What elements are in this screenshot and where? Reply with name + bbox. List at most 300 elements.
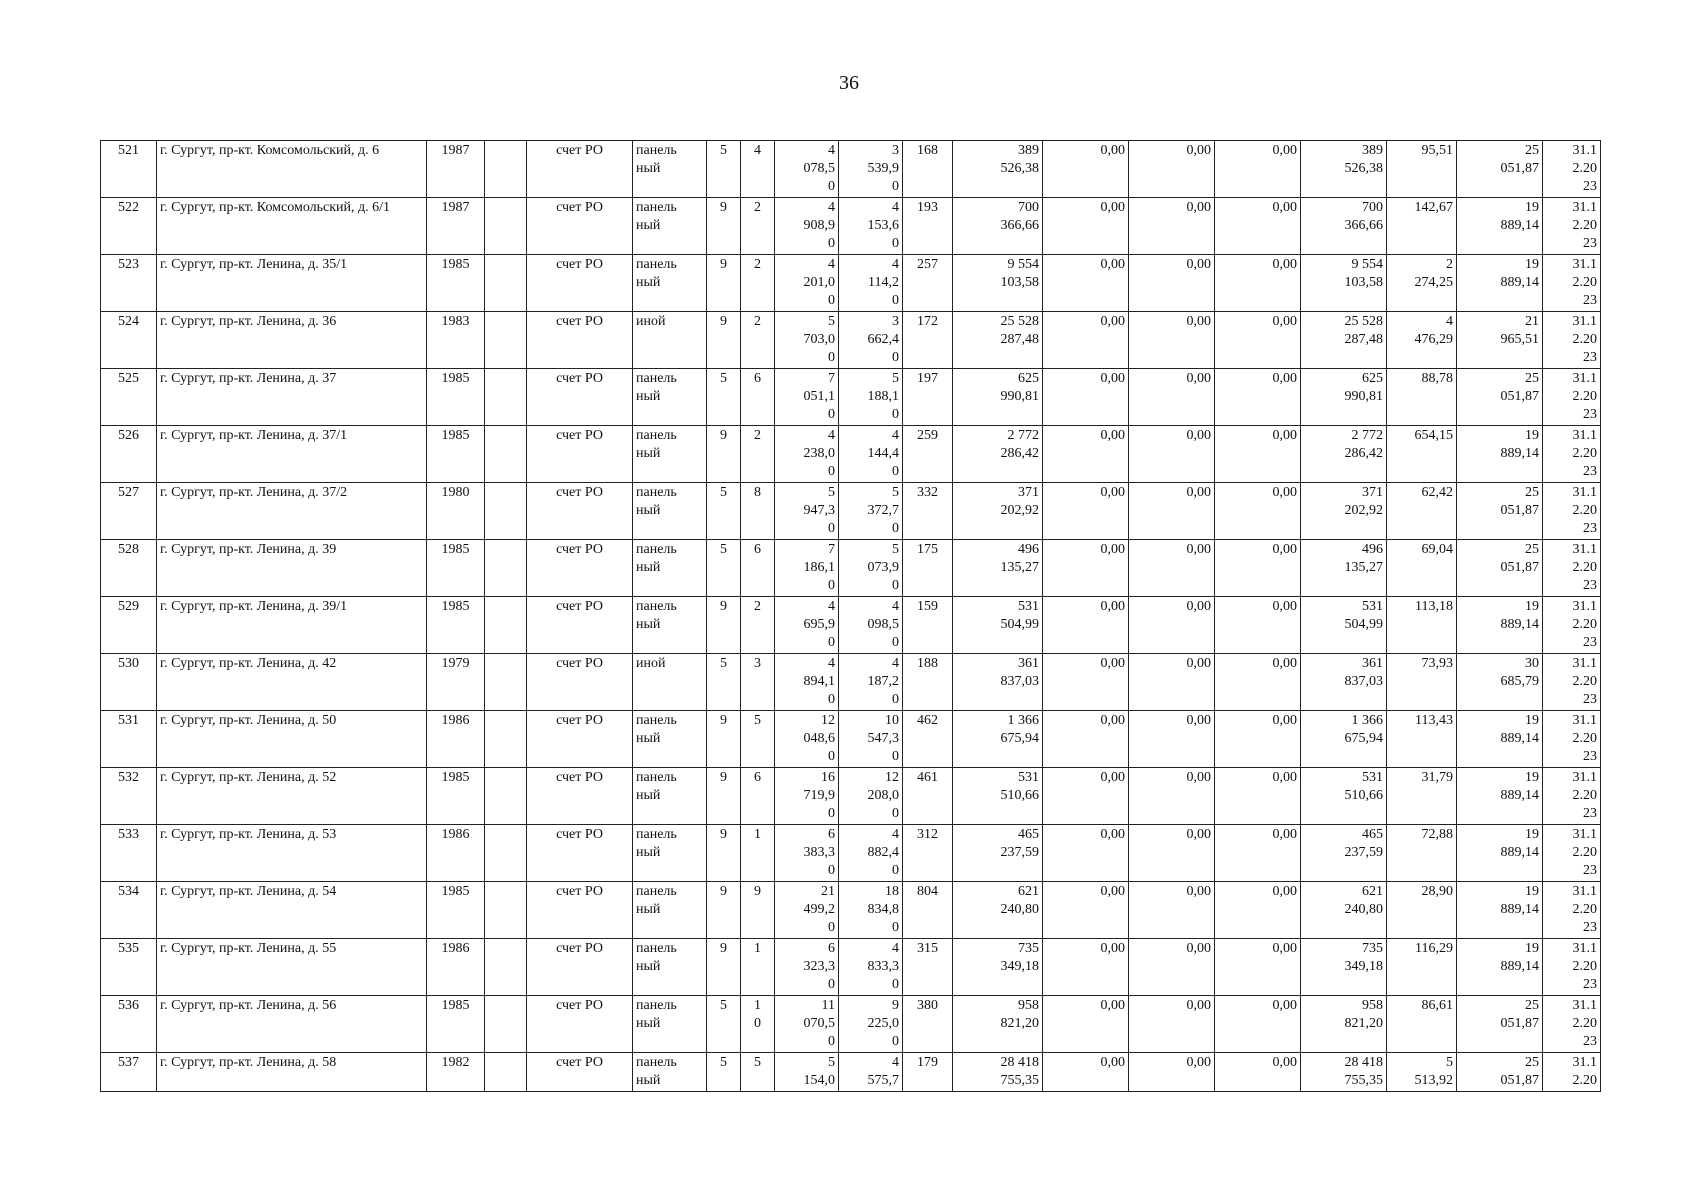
cell-num: 535 (101, 939, 157, 996)
cell-area-total: 4 078,5 0 (775, 141, 839, 198)
cell-per-m2: 88,78 (1387, 369, 1457, 426)
cell-area-living: 4 098,5 0 (839, 597, 903, 654)
cell-num: 533 (101, 825, 157, 882)
cell-residents: 168 (903, 141, 953, 198)
cell-material: панель ный (633, 1053, 707, 1092)
cell-year: 1979 (427, 654, 485, 711)
table-row (101, 426, 1601, 483)
cell-c1: 0,00 (1043, 996, 1129, 1053)
cell-num: 537 (101, 1053, 157, 1092)
cell-blank (485, 711, 527, 768)
cell-fund: счет РО (527, 369, 633, 426)
cell-c2: 0,00 (1129, 312, 1215, 369)
cell-num: 528 (101, 540, 157, 597)
cell-area-living: 3 662,4 0 (839, 312, 903, 369)
cell-per-m2: 2 274,25 (1387, 255, 1457, 312)
cell-residents: 193 (903, 198, 953, 255)
cell-c2: 0,00 (1129, 141, 1215, 198)
cell-per-m2: 28,90 (1387, 882, 1457, 939)
cell-residents: 172 (903, 312, 953, 369)
cell-c3: 0,00 (1215, 255, 1301, 312)
cell-cost-owner: 9 554 103,58 (1301, 255, 1387, 312)
cell-c3: 0,00 (1215, 597, 1301, 654)
cell-entrances: 2 (741, 255, 775, 312)
cell-residents: 159 (903, 597, 953, 654)
cell-residents: 257 (903, 255, 953, 312)
cell-limit: 19 889,14 (1457, 255, 1543, 312)
cell-per-m2: 69,04 (1387, 540, 1457, 597)
cell-cost-owner: 958 821,20 (1301, 996, 1387, 1053)
cell-cost-owner: 496 135,27 (1301, 540, 1387, 597)
cell-fund: счет РО (527, 426, 633, 483)
cell-area-total: 4 908,9 0 (775, 198, 839, 255)
cell-per-m2: 654,15 (1387, 426, 1457, 483)
cell-address: г. Сургут, пр-кт. Комсомольский, д. 6 (157, 141, 427, 198)
cell-c1: 0,00 (1043, 198, 1129, 255)
cell-entrances: 2 (741, 198, 775, 255)
cell-floors: 9 (707, 768, 741, 825)
cell-date: 31.1 2.20 23 (1543, 654, 1601, 711)
cell-limit: 19 889,14 (1457, 939, 1543, 996)
cell-cost-total: 9 554 103,58 (953, 255, 1043, 312)
cell-c1: 0,00 (1043, 711, 1129, 768)
cell-residents: 380 (903, 996, 953, 1053)
cell-c2: 0,00 (1129, 1053, 1215, 1092)
table-row (101, 654, 1601, 711)
cell-per-m2: 86,61 (1387, 996, 1457, 1053)
cell-c3: 0,00 (1215, 141, 1301, 198)
cell-area-living: 3 539,9 0 (839, 141, 903, 198)
cell-material: панель ный (633, 141, 707, 198)
table-row (101, 255, 1601, 312)
cell-year: 1985 (427, 426, 485, 483)
cell-material: панель ный (633, 369, 707, 426)
cell-residents: 315 (903, 939, 953, 996)
cell-fund: счет РО (527, 198, 633, 255)
cell-area-living: 10 547,3 0 (839, 711, 903, 768)
cell-area-living: 18 834,8 0 (839, 882, 903, 939)
cell-address: г. Сургут, пр-кт. Ленина, д. 53 (157, 825, 427, 882)
cell-c2: 0,00 (1129, 882, 1215, 939)
cell-area-total: 5 154,0 (775, 1053, 839, 1092)
table-row (101, 1053, 1601, 1092)
cell-cost-owner: 621 240,80 (1301, 882, 1387, 939)
cell-date: 31.1 2.20 23 (1543, 939, 1601, 996)
cell-cost-owner: 389 526,38 (1301, 141, 1387, 198)
cell-fund: счет РО (527, 597, 633, 654)
cell-fund: счет РО (527, 768, 633, 825)
cell-entrances: 3 (741, 654, 775, 711)
cell-fund: счет РО (527, 939, 633, 996)
cell-c1: 0,00 (1043, 312, 1129, 369)
cell-c2: 0,00 (1129, 540, 1215, 597)
cell-fund: счет РО (527, 483, 633, 540)
cell-date: 31.1 2.20 (1543, 1053, 1601, 1092)
cell-cost-total: 625 990,81 (953, 369, 1043, 426)
cell-per-m2: 142,67 (1387, 198, 1457, 255)
cell-address: г. Сургут, пр-кт. Ленина, д. 58 (157, 1053, 427, 1092)
cell-limit: 21 965,51 (1457, 312, 1543, 369)
cell-cost-owner: 735 349,18 (1301, 939, 1387, 996)
cell-limit: 30 685,79 (1457, 654, 1543, 711)
housing-registry-table (100, 140, 1601, 1092)
cell-floors: 9 (707, 312, 741, 369)
cell-date: 31.1 2.20 23 (1543, 141, 1601, 198)
cell-c2: 0,00 (1129, 483, 1215, 540)
cell-per-m2: 4 476,29 (1387, 312, 1457, 369)
cell-material: иной (633, 312, 707, 369)
cell-cost-total: 1 366 675,94 (953, 711, 1043, 768)
cell-floors: 5 (707, 540, 741, 597)
cell-floors: 5 (707, 654, 741, 711)
cell-entrances: 2 (741, 426, 775, 483)
cell-per-m2: 73,93 (1387, 654, 1457, 711)
page-number: 36 (839, 72, 859, 94)
cell-year: 1983 (427, 312, 485, 369)
cell-num: 522 (101, 198, 157, 255)
cell-residents: 461 (903, 768, 953, 825)
cell-floors: 5 (707, 483, 741, 540)
cell-per-m2: 5 513,92 (1387, 1053, 1457, 1092)
cell-c1: 0,00 (1043, 540, 1129, 597)
cell-address: г. Сургут, пр-кт. Ленина, д. 52 (157, 768, 427, 825)
cell-year: 1985 (427, 768, 485, 825)
cell-material: панель ный (633, 768, 707, 825)
cell-material: панель ный (633, 711, 707, 768)
cell-per-m2: 116,29 (1387, 939, 1457, 996)
cell-blank (485, 597, 527, 654)
cell-c1: 0,00 (1043, 768, 1129, 825)
cell-area-living: 5 372,7 0 (839, 483, 903, 540)
cell-c1: 0,00 (1043, 597, 1129, 654)
cell-c3: 0,00 (1215, 198, 1301, 255)
cell-entrances: 1 (741, 825, 775, 882)
cell-address: г. Сургут, пр-кт. Ленина, д. 55 (157, 939, 427, 996)
cell-area-living: 4 187,2 0 (839, 654, 903, 711)
cell-cost-total: 2 772 286,42 (953, 426, 1043, 483)
cell-fund: счет РО (527, 711, 633, 768)
cell-cost-total: 371 202,92 (953, 483, 1043, 540)
cell-cost-owner: 2 772 286,42 (1301, 426, 1387, 483)
cell-c2: 0,00 (1129, 825, 1215, 882)
table-row (101, 882, 1601, 939)
cell-address: г. Сургут, пр-кт. Ленина, д. 42 (157, 654, 427, 711)
cell-area-total: 12 048,6 0 (775, 711, 839, 768)
cell-floors: 9 (707, 597, 741, 654)
cell-cost-owner: 1 366 675,94 (1301, 711, 1387, 768)
cell-floors: 9 (707, 255, 741, 312)
cell-area-total: 7 186,1 0 (775, 540, 839, 597)
cell-residents: 259 (903, 426, 953, 483)
cell-blank (485, 483, 527, 540)
cell-blank (485, 1053, 527, 1092)
cell-floors: 5 (707, 996, 741, 1053)
cell-year: 1985 (427, 597, 485, 654)
cell-cost-total: 389 526,38 (953, 141, 1043, 198)
cell-residents: 332 (903, 483, 953, 540)
cell-area-total: 11 070,5 0 (775, 996, 839, 1053)
cell-per-m2: 72,88 (1387, 825, 1457, 882)
cell-blank (485, 654, 527, 711)
cell-fund: счет РО (527, 825, 633, 882)
cell-year: 1986 (427, 939, 485, 996)
cell-address: г. Сургут, пр-кт. Ленина, д. 35/1 (157, 255, 427, 312)
cell-area-total: 5 947,3 0 (775, 483, 839, 540)
cell-residents: 179 (903, 1053, 953, 1092)
cell-date: 31.1 2.20 23 (1543, 255, 1601, 312)
cell-cost-owner: 28 418 755,35 (1301, 1053, 1387, 1092)
cell-address: г. Сургут, пр-кт. Ленина, д. 37/1 (157, 426, 427, 483)
cell-c2: 0,00 (1129, 198, 1215, 255)
cell-residents: 197 (903, 369, 953, 426)
cell-limit: 19 889,14 (1457, 198, 1543, 255)
cell-address: г. Сургут, пр-кт. Ленина, д. 36 (157, 312, 427, 369)
cell-per-m2: 95,51 (1387, 141, 1457, 198)
cell-area-total: 6 383,3 0 (775, 825, 839, 882)
cell-blank (485, 882, 527, 939)
cell-cost-total: 531 504,99 (953, 597, 1043, 654)
cell-c2: 0,00 (1129, 939, 1215, 996)
cell-cost-total: 735 349,18 (953, 939, 1043, 996)
cell-year: 1987 (427, 141, 485, 198)
cell-date: 31.1 2.20 23 (1543, 198, 1601, 255)
cell-floors: 5 (707, 369, 741, 426)
cell-fund: счет РО (527, 654, 633, 711)
cell-per-m2: 62,42 (1387, 483, 1457, 540)
cell-per-m2: 31,79 (1387, 768, 1457, 825)
cell-cost-owner: 371 202,92 (1301, 483, 1387, 540)
cell-c3: 0,00 (1215, 825, 1301, 882)
cell-c2: 0,00 (1129, 768, 1215, 825)
cell-blank (485, 369, 527, 426)
cell-limit: 25 051,87 (1457, 483, 1543, 540)
cell-num: 524 (101, 312, 157, 369)
cell-num: 532 (101, 768, 157, 825)
cell-limit: 25 051,87 (1457, 1053, 1543, 1092)
cell-area-total: 4 201,0 0 (775, 255, 839, 312)
table-row (101, 540, 1601, 597)
cell-per-m2: 113,18 (1387, 597, 1457, 654)
cell-limit: 19 889,14 (1457, 711, 1543, 768)
cell-address: г. Сургут, пр-кт. Ленина, д. 56 (157, 996, 427, 1053)
cell-year: 1985 (427, 882, 485, 939)
cell-area-total: 16 719,9 0 (775, 768, 839, 825)
cell-material: панель ный (633, 540, 707, 597)
cell-c2: 0,00 (1129, 426, 1215, 483)
cell-area-total: 21 499,2 0 (775, 882, 839, 939)
cell-cost-owner: 465 237,59 (1301, 825, 1387, 882)
cell-area-living: 5 188,1 0 (839, 369, 903, 426)
cell-year: 1982 (427, 1053, 485, 1092)
cell-residents: 312 (903, 825, 953, 882)
cell-area-living: 4 114,2 0 (839, 255, 903, 312)
cell-date: 31.1 2.20 23 (1543, 711, 1601, 768)
cell-c1: 0,00 (1043, 369, 1129, 426)
table-row (101, 939, 1601, 996)
table-row (101, 597, 1601, 654)
cell-area-total: 4 695,9 0 (775, 597, 839, 654)
cell-date: 31.1 2.20 23 (1543, 369, 1601, 426)
cell-num: 531 (101, 711, 157, 768)
cell-num: 525 (101, 369, 157, 426)
cell-floors: 9 (707, 825, 741, 882)
cell-c1: 0,00 (1043, 426, 1129, 483)
cell-num: 534 (101, 882, 157, 939)
cell-c1: 0,00 (1043, 141, 1129, 198)
cell-date: 31.1 2.20 23 (1543, 483, 1601, 540)
cell-cost-total: 465 237,59 (953, 825, 1043, 882)
cell-blank (485, 141, 527, 198)
cell-c3: 0,00 (1215, 939, 1301, 996)
table-row (101, 996, 1601, 1053)
table-row (101, 369, 1601, 426)
cell-c1: 0,00 (1043, 825, 1129, 882)
table-row (101, 768, 1601, 825)
cell-area-living: 4 882,4 0 (839, 825, 903, 882)
cell-limit: 19 889,14 (1457, 825, 1543, 882)
cell-entrances: 8 (741, 483, 775, 540)
cell-limit: 25 051,87 (1457, 996, 1543, 1053)
cell-per-m2: 113,43 (1387, 711, 1457, 768)
table-row (101, 483, 1601, 540)
cell-material: панель ный (633, 825, 707, 882)
cell-area-total: 5 703,0 0 (775, 312, 839, 369)
cell-residents: 462 (903, 711, 953, 768)
cell-year: 1987 (427, 198, 485, 255)
cell-cost-total: 361 837,03 (953, 654, 1043, 711)
cell-floors: 9 (707, 198, 741, 255)
cell-address: г. Сургут, пр-кт. Ленина, д. 37 (157, 369, 427, 426)
cell-area-total: 7 051,1 0 (775, 369, 839, 426)
cell-material: панель ный (633, 426, 707, 483)
cell-date: 31.1 2.20 23 (1543, 825, 1601, 882)
cell-entrances: 9 (741, 882, 775, 939)
cell-cost-total: 621 240,80 (953, 882, 1043, 939)
cell-address: г. Сургут, пр-кт. Ленина, д. 54 (157, 882, 427, 939)
cell-floors: 9 (707, 939, 741, 996)
cell-fund: счет РО (527, 141, 633, 198)
cell-date: 31.1 2.20 23 (1543, 882, 1601, 939)
cell-blank (485, 426, 527, 483)
table-row (101, 711, 1601, 768)
cell-fund: счет РО (527, 882, 633, 939)
cell-entrances: 2 (741, 312, 775, 369)
cell-area-total: 4 238,0 0 (775, 426, 839, 483)
cell-material: иной (633, 654, 707, 711)
cell-limit: 19 889,14 (1457, 768, 1543, 825)
cell-area-living: 9 225,0 0 (839, 996, 903, 1053)
cell-entrances: 6 (741, 540, 775, 597)
cell-c3: 0,00 (1215, 882, 1301, 939)
cell-year: 1986 (427, 711, 485, 768)
cell-c3: 0,00 (1215, 996, 1301, 1053)
cell-limit: 25 051,87 (1457, 141, 1543, 198)
cell-area-total: 4 894,1 0 (775, 654, 839, 711)
cell-cost-owner: 531 510,66 (1301, 768, 1387, 825)
cell-cost-total: 25 528 287,48 (953, 312, 1043, 369)
cell-floors: 5 (707, 141, 741, 198)
cell-floors: 5 (707, 1053, 741, 1092)
cell-cost-total: 531 510,66 (953, 768, 1043, 825)
cell-c3: 0,00 (1215, 654, 1301, 711)
cell-c3: 0,00 (1215, 711, 1301, 768)
table-body (101, 141, 1601, 1092)
table-row (101, 312, 1601, 369)
cell-area-living: 4 144,4 0 (839, 426, 903, 483)
cell-floors: 9 (707, 711, 741, 768)
cell-address: г. Сургут, пр-кт. Ленина, д. 39/1 (157, 597, 427, 654)
cell-blank (485, 825, 527, 882)
cell-area-total: 6 323,3 0 (775, 939, 839, 996)
cell-c3: 0,00 (1215, 540, 1301, 597)
cell-year: 1985 (427, 540, 485, 597)
cell-c1: 0,00 (1043, 255, 1129, 312)
cell-address: г. Сургут, пр-кт. Комсомольский, д. 6/1 (157, 198, 427, 255)
cell-c3: 0,00 (1215, 426, 1301, 483)
cell-entrances: 1 0 (741, 996, 775, 1053)
cell-material: панель ный (633, 882, 707, 939)
cell-address: г. Сургут, пр-кт. Ленина, д. 37/2 (157, 483, 427, 540)
cell-blank (485, 996, 527, 1053)
cell-address: г. Сургут, пр-кт. Ленина, д. 50 (157, 711, 427, 768)
cell-num: 527 (101, 483, 157, 540)
cell-cost-owner: 361 837,03 (1301, 654, 1387, 711)
cell-residents: 804 (903, 882, 953, 939)
cell-entrances: 5 (741, 1053, 775, 1092)
cell-fund: счет РО (527, 255, 633, 312)
cell-date: 31.1 2.20 23 (1543, 597, 1601, 654)
cell-material: панель ный (633, 255, 707, 312)
cell-limit: 25 051,87 (1457, 369, 1543, 426)
cell-c2: 0,00 (1129, 654, 1215, 711)
cell-entrances: 6 (741, 369, 775, 426)
cell-area-living: 4 833,3 0 (839, 939, 903, 996)
cell-fund: счет РО (527, 1053, 633, 1092)
cell-date: 31.1 2.20 23 (1543, 540, 1601, 597)
cell-cost-total: 28 418 755,35 (953, 1053, 1043, 1092)
cell-limit: 19 889,14 (1457, 426, 1543, 483)
cell-c2: 0,00 (1129, 711, 1215, 768)
cell-residents: 188 (903, 654, 953, 711)
cell-material: панель ный (633, 483, 707, 540)
cell-material: панель ный (633, 597, 707, 654)
cell-material: панель ный (633, 198, 707, 255)
cell-num: 521 (101, 141, 157, 198)
cell-c3: 0,00 (1215, 483, 1301, 540)
cell-area-living: 5 073,9 0 (839, 540, 903, 597)
cell-entrances: 4 (741, 141, 775, 198)
cell-entrances: 6 (741, 768, 775, 825)
cell-blank (485, 768, 527, 825)
cell-floors: 9 (707, 882, 741, 939)
cell-area-living: 12 208,0 0 (839, 768, 903, 825)
cell-entrances: 2 (741, 597, 775, 654)
cell-limit: 19 889,14 (1457, 597, 1543, 654)
cell-entrances: 1 (741, 939, 775, 996)
cell-area-living: 4 575,7 (839, 1053, 903, 1092)
cell-entrances: 5 (741, 711, 775, 768)
cell-year: 1985 (427, 996, 485, 1053)
cell-blank (485, 939, 527, 996)
cell-year: 1980 (427, 483, 485, 540)
cell-fund: счет РО (527, 540, 633, 597)
cell-area-living: 4 153,6 0 (839, 198, 903, 255)
cell-cost-owner: 700 366,66 (1301, 198, 1387, 255)
cell-year: 1985 (427, 369, 485, 426)
cell-floors: 9 (707, 426, 741, 483)
cell-c1: 0,00 (1043, 1053, 1129, 1092)
cell-material: панель ный (633, 939, 707, 996)
